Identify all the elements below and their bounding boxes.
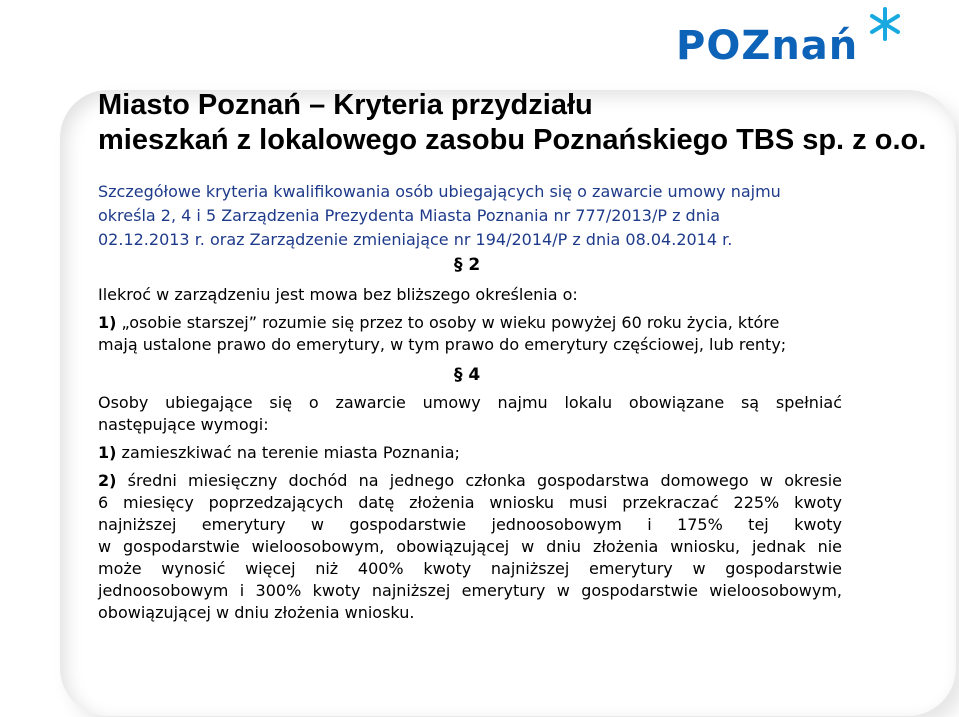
section-4-lead-line-1: Osoby ubiegające się o zawarcie umowy najmu lokalu obowiązane są spełniać	[98, 393, 842, 412]
section-4-lead-line-2: następujące wymogi:	[98, 415, 269, 434]
section-4-item-2	[98, 470, 842, 624]
title-line-1: Miasto Poznań – Kryteria przydziału	[98, 89, 593, 121]
item-text-line-1: średni miesięczny dochód na jednego członka gospodarstwa domowego w okresie	[127, 471, 842, 490]
item-text: „osobie starszej” rozumie się przez to osoby w wieku powyżej 60 roku życia, które	[121, 313, 780, 332]
intro-line-2: określa 2, 4 i 5 Zarządzenia Prezydenta Miasta Poznania nr 777/2013/P z dnia	[98, 206, 721, 225]
section-4-lead	[98, 392, 842, 436]
section-2-heading: § 2	[454, 255, 481, 275]
poznan-logo	[676, 6, 916, 78]
section-2-lead: Ilekroć w zarządzeniu jest mowa bez bliższego określenia o:	[98, 285, 578, 304]
item-text-line-7: obowiązującej w dniu złożenia wniosku.	[98, 603, 415, 622]
item-number: 1)	[98, 313, 117, 332]
intro-paragraph	[98, 180, 843, 252]
item-text-line-2: 6 miesięcy poprzedzających datę złożenia wniosku musi przekraczać 225% kwoty	[98, 493, 842, 512]
title-line-2: mieszkań z lokalowego zasobu Poznańskiego TBS sp. z o.o.	[98, 124, 927, 156]
item-text: zamieszkiwać na terenie miasta Poznania;	[121, 443, 460, 462]
item-text-line-6: jednoosobowym i 300% kwoty najniższej emerytury w gospodarstwie wieloosobowym,	[98, 581, 842, 600]
section-4-item-1	[98, 442, 842, 464]
item-text-line-3: najniższej emerytury w gospodarstwie jednoosobowym i 175% tej kwoty	[98, 515, 842, 534]
item-number: 1)	[98, 443, 117, 462]
intro-line-3: 02.12.2013 r. oraz Zarządzenie zmieniające nr 194/2014/P z dnia 08.04.2014 r.	[98, 230, 733, 249]
intro-line-1: Szczegółowe kryteria kwalifikowania osób ubiegających się o zawarcie umowy najmu	[98, 182, 781, 201]
section-2-body	[98, 284, 842, 306]
asterisk-icon	[868, 6, 902, 42]
section-4-heading: § 4	[454, 365, 481, 385]
item-text-line-5: może wynosić więcej niż 400% kwoty najniższej emerytury w gospodarstwie	[98, 559, 842, 578]
logo-wordmark: POZnań	[676, 23, 859, 69]
item-text-continued: mają ustalone prawo do emerytury, w tym prawo do emerytury częściowej, lub renty;	[98, 335, 787, 354]
section-2-item-1	[98, 312, 842, 356]
item-number: 2)	[98, 471, 117, 490]
page-title	[98, 88, 927, 158]
item-text-line-4: w gospodarstwie wieloosobowym, obowiązującej w dniu złożenia wniosku, jednak nie	[98, 537, 842, 556]
